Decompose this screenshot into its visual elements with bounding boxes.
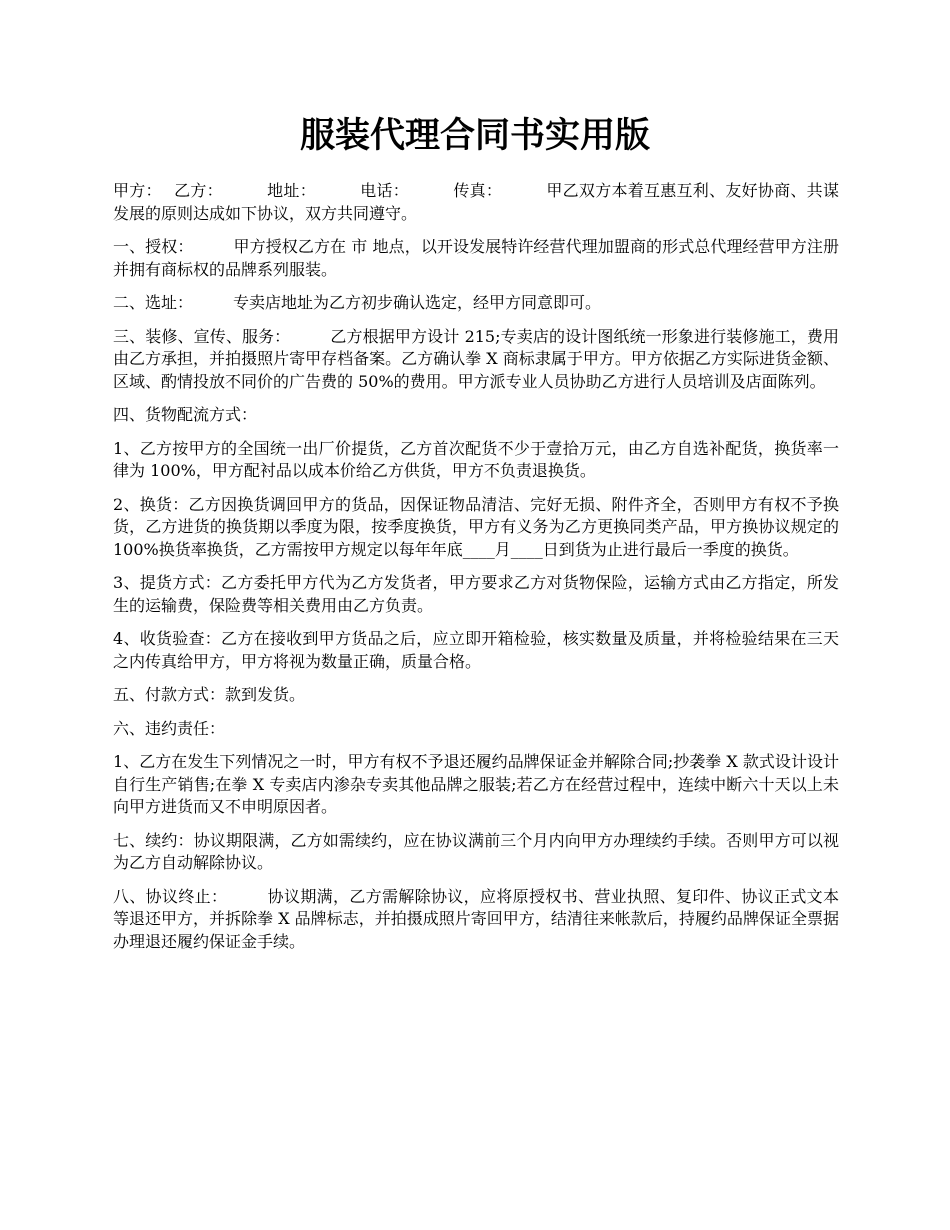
intro-paragraph — [113, 180, 839, 225]
document-title: 服装代理合同书实用版 — [299, 116, 650, 156]
phone-label: 电话： — [359, 181, 410, 200]
distribution-item-2: 2、换货：乙方因换货调回甲方的货品，因保证物品清洁、完好无损、附件齐全，否则甲方有权不予换货，乙方进货的换货期以季度为限，按季度换货，甲方有义务为乙方更换同类产品，甲方换协议规定的 100%换货率换货，乙方需按甲方规定以每年年底____月____日到货为止进行最后一季度的换货。 — [113, 494, 839, 559]
section-heading: 三、装修、宣传、服务： — [113, 326, 291, 346]
address-label: 地址： — [266, 181, 316, 200]
distribution-item-3: 3、提货方式：乙方委托甲方代为乙方发货者，甲方要求乙方对货物保险，运输方式由乙方指定，所发生的运输费，保险费等相关费用由乙方负责。 — [113, 573, 839, 615]
section-decoration — [113, 326, 839, 394]
document-body — [113, 180, 839, 964]
section-heading: 一、授权： — [113, 237, 194, 256]
section-text: 乙方根据甲方设计 215;专卖店的设计图纸统一形象进行装修施工，费用由乙方承担，并拍摄照片寄甲存档备案。乙方确认拳 X 商标隶属于甲方。甲方依据乙方实际进货金额、区域、酌情投放不同价的广告费的 50%的费用。甲方派专业人员协助乙方进行人员培训及店面陈列。 — [113, 326, 839, 391]
section-termination — [113, 886, 839, 954]
section-payment: 五、付款方式：款到发货。 — [113, 685, 306, 704]
distribution-item-1: 1、乙方按甲方的全国统一出厂价提货，乙方首次配货不少于壹拾万元，由乙方自选补配货，换货率一律为 100%，甲方配衬品以成本价给乙方供货，甲方不负责退换货。 — [113, 438, 839, 480]
section-renewal: 七、续约：协议期限满，乙方如需续约，应在协议满前三个月内向甲方办理续约手续。否则甲方可以视为乙方自动解除协议。 — [113, 830, 839, 872]
section-text: 专卖店地址为乙方初步确认选定，经甲方同意即可。 — [233, 293, 602, 312]
section-heading: 八、协议终止： — [113, 886, 228, 906]
distribution-item-4: 4、收货验查：乙方在接收到甲方货品之后，应立即开箱检验，核实数量及质量，并将检验结果在三天之内传真给甲方，甲方将视为数量正确，质量合格。 — [113, 629, 839, 671]
section-text: 协议期满，乙方需解除协议，应将原授权书、营业执照、复印件、协议正式文本等退还甲方，并拆除拳 X 品牌标志，并拍摄成照片寄回甲方，结清往来帐款后，持履约品牌保证全票据办理退还履约保证金手续。 — [113, 886, 839, 951]
party-b-label: 乙方： — [173, 181, 223, 200]
section-authorization — [113, 236, 839, 281]
intro-text: 甲乙双方本着互惠互利、友好协商、共谋发展的原则达成如下协议，双方共同遵守。 — [113, 181, 839, 223]
fax-label: 传真： — [453, 181, 503, 200]
liability-item-1: 1、乙方在发生下列情况之一时，甲方有权不予退还履约品牌保证金并解除合同;抄袭拳 X 款式设计设计自行生产销售;在拳 X 专卖店内渗杂专卖其他品牌之服装;若乙方在经营过程中，连续中断六十天以上未向甲方进货而又不申明原因者。 — [113, 752, 839, 816]
section-heading: 二、选址： — [113, 293, 194, 312]
section-distribution-heading: 四、货物配流方式： — [113, 405, 258, 424]
party-a-label: 甲方： — [113, 181, 162, 200]
section-text: 甲方授权乙方在 市 地点，以开设发展特许经营代理加盟商的形式总代理经营甲方注册并拥有商标权的品牌系列服装。 — [113, 237, 839, 279]
section-liability-heading: 六、违约责任： — [113, 718, 226, 738]
section-site-selection — [113, 292, 839, 315]
